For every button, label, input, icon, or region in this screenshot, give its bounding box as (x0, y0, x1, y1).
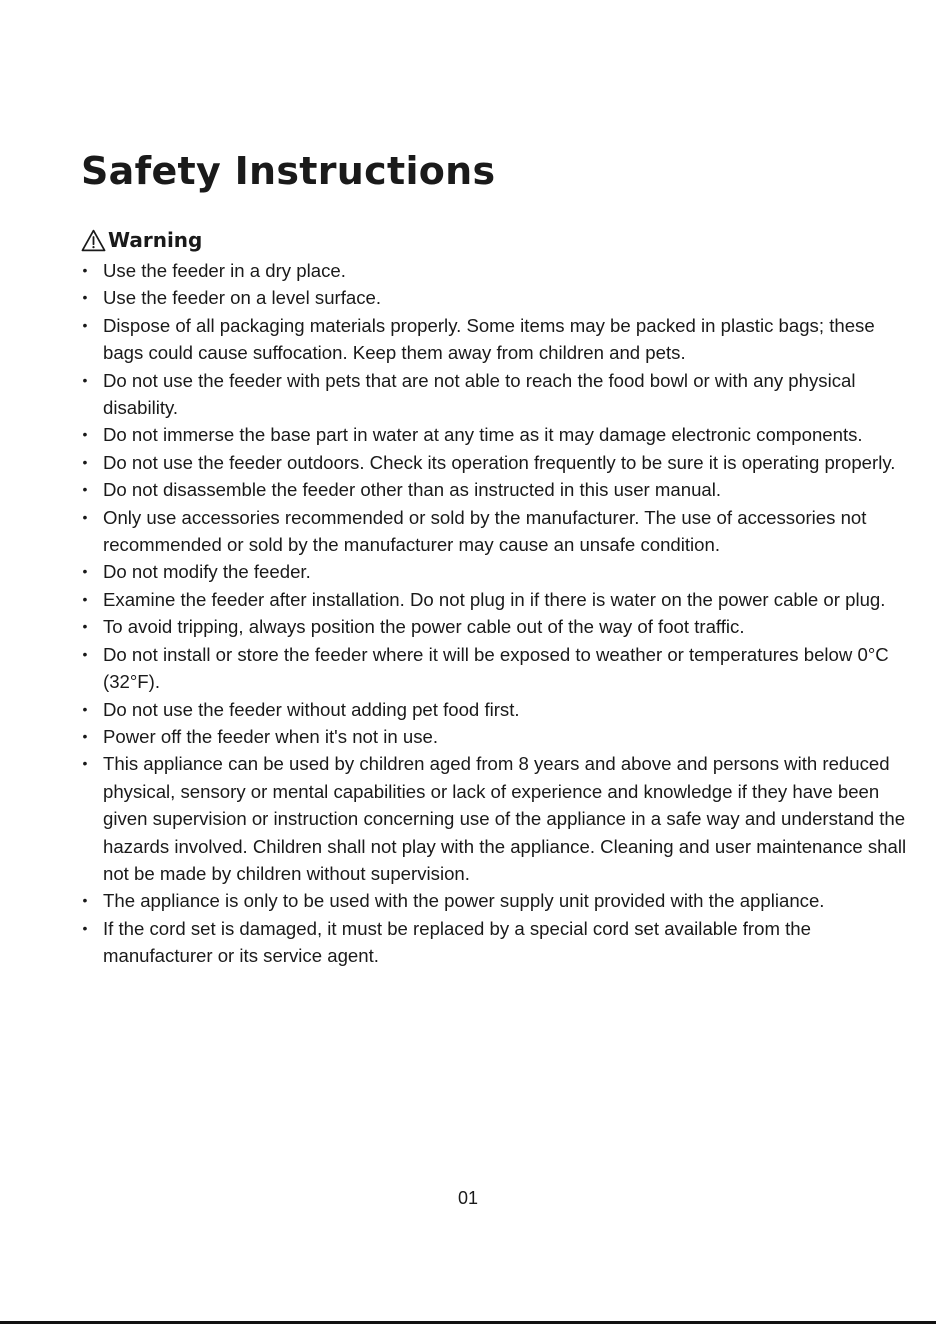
list-item-text: Use the feeder on a level surface. (103, 287, 382, 309)
bullet-icon: • (82, 371, 88, 388)
warning-triangle-icon (81, 229, 106, 252)
list-item-text: This appliance can be used by children aged from 8 years and above and persons with reduced physical, sensory or mental capabilities or lack of experience and knowledge if they have been given supervision or instruction concerning use of the appliance in a safe way and understand the hazards involved. Children shall not play with the appliance. Cleaning and user maintenance shall not be made by children without supervision. (103, 753, 907, 884)
list-item-text: Only use accessories recommended or sold by the manufacturer. The use of accessories not recommended or sold by the manufacturer may cause an unsafe condition. (103, 506, 867, 556)
list-item (76, 558, 916, 585)
bullet-icon: • (82, 919, 88, 936)
page-number: 01 (457, 1188, 479, 1208)
list-item-text: Dispose of all packaging materials properly. Some items may be packed in plastic bags; these bags could cause suffocation. Keep them away from children and pets. (103, 314, 875, 364)
warning-heading (81, 226, 202, 254)
list-item (76, 421, 916, 448)
list-item-text: Do not use the feeder outdoors. Check its operation frequently to be sure it is operating properly. (103, 451, 896, 473)
bullet-icon: • (82, 453, 88, 470)
list-item (76, 641, 916, 696)
page-title: Safety Instructions (81, 149, 496, 193)
list-item (76, 696, 916, 723)
bullet-icon: • (82, 755, 88, 772)
list-item (76, 312, 916, 367)
list-item (76, 586, 916, 613)
list-item (76, 613, 916, 640)
bullet-icon: • (82, 316, 88, 333)
list-item-text: Use the feeder in a dry place. (103, 260, 346, 281)
safety-instructions-list (76, 257, 916, 970)
list-item-text: Do not disassemble the feeder other than as instructed in this user manual. (103, 479, 722, 501)
bullet-icon: • (82, 892, 88, 909)
list-item-text: Do not use the feeder with pets that are not able to reach the food bowl or with any physical disability. (103, 369, 856, 419)
list-item-text: Do not install or store the feeder where it will be exposed to weather or temperatures below 0°C (32°F). (103, 643, 889, 693)
bullet-icon: • (82, 563, 88, 580)
bullet-icon: • (82, 426, 88, 443)
list-item-text: Do not immerse the base part in water at any time as it may damage electronic components. (103, 424, 863, 446)
list-item (76, 284, 916, 311)
bullet-icon: • (82, 262, 88, 278)
list-item (76, 723, 916, 750)
list-item-text: Power off the feeder when it's not in use. (103, 725, 438, 747)
list-item-text: To avoid tripping, always position the power cable out of the way of foot traffic. (103, 616, 745, 638)
list-item-text: Do not use the feeder without adding pet food first. (103, 698, 520, 720)
list-item-text: If the cord set is damaged, it must be replaced by a special cord set available from the manufacturer or its service agent. (103, 917, 811, 967)
list-item-text: The appliance is only to be used with the power supply unit provided with the appliance. (103, 890, 825, 912)
list-item (76, 476, 916, 503)
warning-label: Warning (108, 228, 203, 252)
list-item (76, 257, 916, 284)
list-item (76, 915, 916, 970)
list-item (76, 449, 916, 476)
list-item-text: Examine the feeder after installation. Do not plug in if there is water on the power cable or plug. (103, 588, 886, 610)
list-item (76, 887, 916, 914)
list-item (76, 750, 916, 887)
bullet-icon: • (82, 645, 88, 662)
list-item (76, 367, 916, 422)
bullet-icon: • (82, 508, 88, 525)
bullet-icon: • (82, 590, 88, 607)
bullet-icon: • (82, 481, 88, 498)
list-item (76, 504, 916, 559)
bullet-icon: • (82, 618, 88, 635)
bullet-icon: • (82, 727, 88, 744)
bullet-icon: • (82, 700, 88, 717)
list-item-text: Do not modify the feeder. (103, 561, 311, 583)
bullet-icon: • (82, 289, 88, 306)
